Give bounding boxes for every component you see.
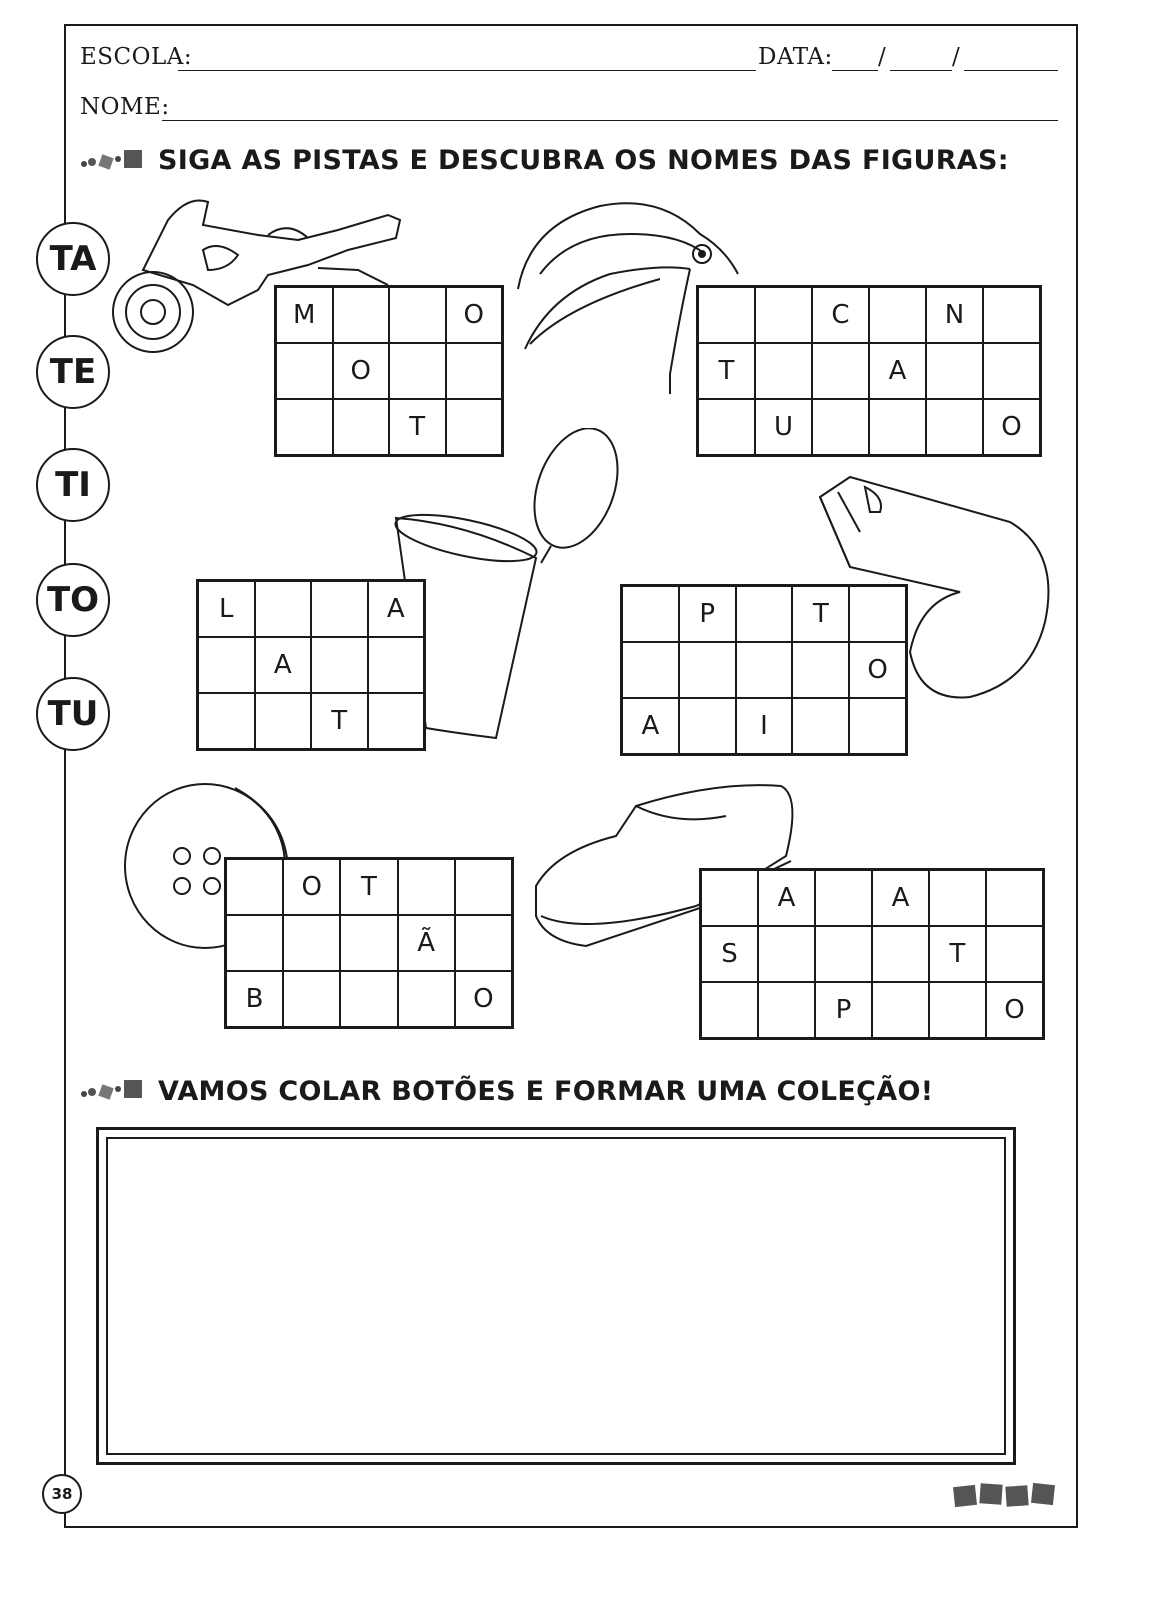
puzzle-grid-whistle (620, 584, 908, 756)
letter-cell: O (333, 343, 390, 399)
empty-letter-cell[interactable] (736, 586, 793, 642)
empty-letter-cell[interactable] (198, 637, 255, 693)
letter-cell: O (283, 859, 340, 915)
school-field[interactable] (178, 70, 756, 71)
empty-letter-cell[interactable] (929, 870, 986, 926)
empty-letter-cell[interactable] (226, 859, 283, 915)
letter-cell: P (679, 586, 736, 642)
empty-letter-cell[interactable] (929, 982, 986, 1038)
letter-cell: T (929, 926, 986, 982)
empty-letter-cell[interactable] (849, 698, 906, 754)
empty-letter-cell[interactable] (255, 581, 312, 637)
empty-letter-cell[interactable] (698, 287, 755, 343)
empty-letter-cell[interactable] (389, 287, 446, 343)
empty-letter-cell[interactable] (983, 343, 1040, 399)
empty-letter-cell[interactable] (812, 399, 869, 455)
name-label: NOME: (80, 94, 170, 120)
empty-letter-cell[interactable] (679, 642, 736, 698)
letter-cell: U (755, 399, 812, 455)
date-month-field[interactable] (890, 70, 952, 71)
letter-cell: N (926, 287, 983, 343)
empty-letter-cell[interactable] (755, 343, 812, 399)
letter-cell: P (815, 982, 872, 1038)
page-number: 38 (42, 1474, 82, 1514)
publisher-logo (952, 1480, 1056, 1510)
empty-letter-cell[interactable] (872, 926, 929, 982)
empty-letter-cell[interactable] (255, 693, 312, 749)
empty-letter-cell[interactable] (398, 859, 455, 915)
empty-letter-cell[interactable] (986, 870, 1043, 926)
puzzle-grid-button (224, 857, 514, 1029)
empty-letter-cell[interactable] (983, 287, 1040, 343)
letter-cell: T (792, 586, 849, 642)
empty-letter-cell[interactable] (698, 399, 755, 455)
letter-cell: S (701, 926, 758, 982)
letter-cell: O (849, 642, 906, 698)
empty-letter-cell[interactable] (333, 287, 390, 343)
school-label: ESCOLA: (80, 44, 193, 70)
letter-cell: Ã (398, 915, 455, 971)
puzzle-grid-cup (196, 579, 426, 751)
empty-letter-cell[interactable] (812, 343, 869, 399)
letter-cell: T (311, 693, 368, 749)
empty-letter-cell[interactable] (758, 982, 815, 1038)
empty-letter-cell[interactable] (276, 343, 333, 399)
empty-letter-cell[interactable] (849, 586, 906, 642)
empty-letter-cell[interactable] (311, 637, 368, 693)
bullet-icon (78, 1074, 156, 1104)
date-separator: / (952, 44, 961, 70)
empty-letter-cell[interactable] (368, 637, 425, 693)
puzzle-grid-toucan (696, 285, 1042, 457)
syllable-te: TE (36, 335, 110, 409)
letter-cell: T (389, 399, 446, 455)
letter-cell: T (698, 343, 755, 399)
empty-letter-cell[interactable] (283, 915, 340, 971)
letter-cell: A (368, 581, 425, 637)
instruction-find-names: SIGA AS PISTAS E DESCUBRA OS NOMES DAS FIGURAS: (158, 145, 1009, 176)
letter-cell: B (226, 971, 283, 1027)
date-separator: / (878, 44, 887, 70)
empty-letter-cell[interactable] (283, 971, 340, 1027)
letter-cell: A (255, 637, 312, 693)
letter-cell: M (276, 287, 333, 343)
empty-letter-cell[interactable] (792, 642, 849, 698)
letter-cell: I (736, 698, 793, 754)
letter-cell: A (622, 698, 679, 754)
paste-area-inner (106, 1137, 1006, 1455)
empty-letter-cell[interactable] (276, 399, 333, 455)
empty-letter-cell[interactable] (333, 399, 390, 455)
letter-cell: L (198, 581, 255, 637)
letter-cell: A (872, 870, 929, 926)
empty-letter-cell[interactable] (226, 915, 283, 971)
letter-cell: A (869, 343, 926, 399)
date-label: DATA: (758, 44, 833, 70)
empty-letter-cell[interactable] (340, 915, 397, 971)
empty-letter-cell[interactable] (398, 971, 455, 1027)
empty-letter-cell[interactable] (872, 982, 929, 1038)
empty-letter-cell[interactable] (815, 926, 872, 982)
empty-letter-cell[interactable] (622, 586, 679, 642)
bullet-icon (78, 144, 156, 174)
syllable-ta: TA (36, 222, 110, 296)
empty-letter-cell[interactable] (736, 642, 793, 698)
letter-cell: O (455, 971, 512, 1027)
letter-cell: O (986, 982, 1043, 1038)
empty-letter-cell[interactable] (389, 343, 446, 399)
empty-letter-cell[interactable] (311, 581, 368, 637)
empty-letter-cell[interactable] (926, 399, 983, 455)
empty-letter-cell[interactable] (701, 870, 758, 926)
empty-letter-cell[interactable] (926, 343, 983, 399)
puzzle-grid-motorcycle (274, 285, 504, 457)
empty-letter-cell[interactable] (446, 399, 503, 455)
empty-letter-cell[interactable] (755, 287, 812, 343)
date-year-field[interactable] (964, 70, 1058, 71)
syllable-tu: TU (36, 677, 110, 751)
empty-letter-cell[interactable] (198, 693, 255, 749)
empty-letter-cell[interactable] (622, 642, 679, 698)
puzzle-grid-shoe (699, 868, 1045, 1040)
empty-letter-cell[interactable] (455, 915, 512, 971)
name-field[interactable] (162, 120, 1058, 121)
empty-letter-cell[interactable] (446, 343, 503, 399)
syllable-ti: TI (36, 448, 110, 522)
letter-cell: T (340, 859, 397, 915)
letter-cell: O (983, 399, 1040, 455)
letter-cell: O (446, 287, 503, 343)
letter-cell: A (758, 870, 815, 926)
empty-letter-cell[interactable] (869, 399, 926, 455)
empty-letter-cell[interactable] (792, 698, 849, 754)
letter-cell: C (812, 287, 869, 343)
empty-letter-cell[interactable] (986, 926, 1043, 982)
empty-letter-cell[interactable] (869, 287, 926, 343)
empty-letter-cell[interactable] (455, 859, 512, 915)
empty-letter-cell[interactable] (815, 870, 872, 926)
paste-area[interactable] (96, 1127, 1016, 1465)
empty-letter-cell[interactable] (368, 693, 425, 749)
instruction-paste-buttons: VAMOS COLAR BOTÕES E FORMAR UMA COLEÇÃO! (158, 1076, 934, 1107)
empty-letter-cell[interactable] (701, 982, 758, 1038)
date-day-field[interactable] (832, 70, 878, 71)
empty-letter-cell[interactable] (679, 698, 736, 754)
empty-letter-cell[interactable] (758, 926, 815, 982)
empty-letter-cell[interactable] (340, 971, 397, 1027)
syllable-to: TO (36, 563, 110, 637)
